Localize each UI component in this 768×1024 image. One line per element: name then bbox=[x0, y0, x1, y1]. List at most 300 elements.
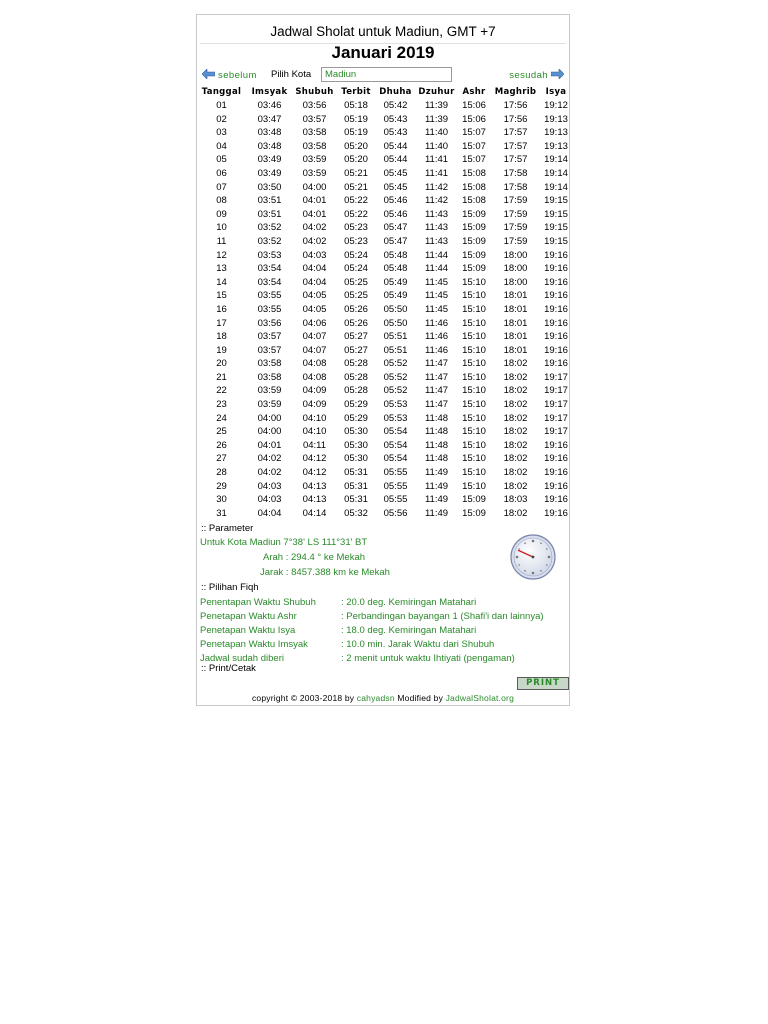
table-cell: 03:56 bbox=[257, 317, 282, 329]
table-cell: 19:17 bbox=[544, 371, 568, 383]
table-row bbox=[197, 330, 571, 344]
table-cell: 05:48 bbox=[383, 263, 408, 275]
table-cell: 11:43 bbox=[424, 222, 449, 234]
table-cell: 05:46 bbox=[383, 208, 408, 220]
table-cell: 05:49 bbox=[383, 276, 408, 288]
fiqh-row bbox=[200, 611, 566, 625]
table-body bbox=[197, 99, 571, 520]
table-cell: 11:47 bbox=[424, 358, 449, 370]
table-cell: 11:49 bbox=[424, 480, 449, 492]
table-cell: 03:47 bbox=[257, 113, 282, 125]
table-cell: 05:43 bbox=[383, 127, 408, 139]
table-cell: 03:52 bbox=[257, 222, 282, 234]
table-cell: 18:01 bbox=[503, 344, 528, 356]
table-cell: 05:56 bbox=[383, 507, 408, 519]
table-cell: 03:50 bbox=[257, 181, 282, 193]
table-cell: 31 bbox=[216, 507, 227, 519]
table-cell: 11:46 bbox=[424, 317, 449, 329]
table-cell: 04:04 bbox=[302, 263, 327, 275]
table-cell: 03:46 bbox=[257, 100, 282, 111]
table-cell: 19:15 bbox=[544, 195, 568, 207]
table-cell: 03:59 bbox=[257, 399, 282, 411]
compass-tick bbox=[518, 548, 520, 550]
table-cell: 19:16 bbox=[544, 290, 568, 302]
table-cell: 19:13 bbox=[544, 127, 568, 139]
table-cell: 04:12 bbox=[302, 467, 327, 479]
table-cell: 04:13 bbox=[302, 494, 327, 506]
table-cell: 04:03 bbox=[257, 494, 282, 506]
table-cell: 03:53 bbox=[257, 249, 282, 261]
table-cell: 19:13 bbox=[544, 113, 568, 125]
table-cell: 05:51 bbox=[383, 331, 408, 343]
table-cell: 19:17 bbox=[544, 399, 568, 411]
table-cell: 05:52 bbox=[383, 371, 408, 383]
table-cell: 17:57 bbox=[503, 140, 528, 152]
fiqh-value: : 20.0 deg. Kemiringan Matahari bbox=[341, 597, 477, 608]
table-cell: 07 bbox=[216, 181, 227, 193]
table-cell: 05:47 bbox=[383, 222, 408, 234]
table-cell: 11:44 bbox=[424, 263, 449, 275]
table-cell: 19:15 bbox=[544, 222, 568, 234]
table-cell: 19 bbox=[216, 344, 227, 356]
table-cell: 19:16 bbox=[544, 467, 568, 479]
table-cell: 04 bbox=[216, 140, 227, 152]
table-cell: 05:28 bbox=[344, 385, 368, 397]
table-cell: 18:02 bbox=[503, 412, 528, 424]
table-row bbox=[197, 439, 571, 453]
table-cell: 11:49 bbox=[424, 467, 449, 479]
table-cell: 18:00 bbox=[503, 263, 528, 275]
table-cell: 15:10 bbox=[462, 385, 486, 397]
table-cell: 11:47 bbox=[424, 371, 449, 383]
table-cell: 05:23 bbox=[344, 235, 368, 247]
table-cell: 19:15 bbox=[544, 208, 568, 220]
table-cell: 03:49 bbox=[257, 167, 282, 179]
table-cell: 05:30 bbox=[344, 426, 368, 438]
table-cell: 15:09 bbox=[462, 222, 486, 234]
table-row bbox=[197, 398, 571, 412]
table-cell: 04:06 bbox=[302, 317, 327, 329]
next-month-link[interactable] bbox=[509, 69, 564, 81]
table-cell: 05:27 bbox=[344, 344, 368, 356]
fiqh-label: Penetapan Waktu Ashr bbox=[200, 611, 297, 622]
table-cell: 15:09 bbox=[462, 494, 486, 506]
table-cell: 05:20 bbox=[344, 140, 368, 152]
table-cell: 05:29 bbox=[344, 412, 368, 424]
table-cell: 05:22 bbox=[344, 195, 368, 207]
table-cell: 15:09 bbox=[462, 507, 486, 519]
table-cell: 19:16 bbox=[544, 439, 568, 451]
table-cell: 18:02 bbox=[503, 453, 528, 465]
column-header: Dhuha bbox=[379, 87, 412, 97]
table-cell: 25 bbox=[216, 426, 227, 438]
table-cell: 05:21 bbox=[344, 181, 368, 193]
table-cell: 18:02 bbox=[503, 439, 528, 451]
table-cell: 18:00 bbox=[503, 249, 528, 261]
table-cell: 18:02 bbox=[503, 399, 528, 411]
table-cell: 03:58 bbox=[257, 358, 282, 370]
column-header: Isya bbox=[545, 87, 567, 97]
table-cell: 17 bbox=[216, 317, 227, 329]
table-row bbox=[197, 493, 571, 507]
parameter-section-label: :: Parameter bbox=[201, 523, 254, 534]
table-cell: 04:01 bbox=[302, 208, 327, 220]
table-cell: 11 bbox=[216, 235, 227, 247]
table-cell: 04:05 bbox=[302, 290, 327, 302]
table-cell: 11:46 bbox=[424, 344, 449, 356]
table-row bbox=[197, 344, 571, 358]
compass-tick bbox=[532, 540, 535, 543]
compass-tick bbox=[546, 548, 548, 550]
table-cell: 15:09 bbox=[462, 235, 486, 247]
table-cell: 18:02 bbox=[503, 358, 528, 370]
table-cell: 19:16 bbox=[544, 480, 568, 492]
table-cell: 17:58 bbox=[503, 167, 528, 179]
print-button[interactable]: PRINT bbox=[517, 677, 569, 690]
table-cell: 03:48 bbox=[257, 127, 282, 139]
table-cell: 17:59 bbox=[503, 222, 528, 234]
table-row bbox=[197, 194, 571, 208]
table-cell: 30 bbox=[216, 494, 227, 506]
table-cell: 15:10 bbox=[462, 331, 486, 343]
table-cell: 19:16 bbox=[544, 331, 568, 343]
table-cell: 18:03 bbox=[503, 494, 528, 506]
table-cell: 22 bbox=[216, 385, 227, 397]
table-cell: 05:23 bbox=[344, 222, 368, 234]
table-cell: 11:49 bbox=[424, 507, 449, 519]
table-cell: 03:48 bbox=[257, 140, 282, 152]
table-cell: 08 bbox=[216, 195, 227, 207]
table-cell: 04:00 bbox=[257, 426, 282, 438]
table-cell: 05:54 bbox=[383, 439, 408, 451]
table-cell: 04:02 bbox=[257, 467, 282, 479]
table-cell: 15:09 bbox=[462, 208, 486, 220]
table-cell: 11:48 bbox=[424, 426, 449, 438]
table-cell: 03:56 bbox=[302, 100, 327, 111]
fiqh-row bbox=[200, 597, 566, 611]
table-cell: 15:07 bbox=[462, 140, 486, 152]
table-cell: 14 bbox=[216, 276, 227, 288]
table-cell: 15:08 bbox=[462, 167, 486, 179]
table-cell: 11:45 bbox=[424, 276, 449, 288]
table-cell: 05:45 bbox=[383, 181, 408, 193]
table-row bbox=[197, 507, 571, 521]
fiqh-label: Penetapan Waktu Isya bbox=[200, 625, 296, 636]
table-row bbox=[197, 181, 571, 195]
table-cell: 03:55 bbox=[257, 303, 282, 315]
table-cell: 11:45 bbox=[424, 290, 449, 302]
table-row bbox=[197, 289, 571, 303]
table-cell: 05:31 bbox=[344, 467, 368, 479]
table-cell: 19:16 bbox=[544, 263, 568, 275]
table-cell: 18:02 bbox=[503, 371, 528, 383]
page-title: Jadwal Sholat untuk Madiun, GMT +7 bbox=[270, 24, 496, 39]
table-row bbox=[197, 317, 571, 331]
table-cell: 15:10 bbox=[462, 290, 486, 302]
table-cell: 19:16 bbox=[544, 276, 568, 288]
table-cell: 05:29 bbox=[344, 399, 368, 411]
table-cell: 03:57 bbox=[302, 113, 327, 125]
table-cell: 05:30 bbox=[344, 453, 368, 465]
table-cell: 15:10 bbox=[462, 439, 486, 451]
table-cell: 15:10 bbox=[462, 426, 486, 438]
table-cell: 03:52 bbox=[257, 235, 282, 247]
table-cell: 05:46 bbox=[383, 195, 408, 207]
table-cell: 18:02 bbox=[503, 426, 528, 438]
table-cell: 17:59 bbox=[503, 195, 528, 207]
table-row bbox=[197, 167, 571, 181]
table-cell: 03:59 bbox=[302, 154, 327, 166]
table-row bbox=[197, 262, 571, 276]
table-cell: 05:51 bbox=[383, 344, 408, 356]
table-cell: 11:42 bbox=[424, 195, 449, 207]
table-cell: 05:49 bbox=[383, 290, 408, 302]
table-cell: 03 bbox=[216, 127, 227, 139]
table-cell: 05:28 bbox=[344, 371, 368, 383]
table-cell: 11:49 bbox=[424, 494, 449, 506]
table-cell: 11:43 bbox=[424, 208, 449, 220]
table-cell: 03:58 bbox=[302, 127, 327, 139]
table-row bbox=[197, 357, 571, 371]
print-section-label: :: Print/Cetak bbox=[201, 663, 256, 674]
table-cell: 05:26 bbox=[344, 303, 368, 315]
table-cell: 15:10 bbox=[462, 412, 486, 424]
table-cell: 13 bbox=[216, 263, 227, 275]
table-row bbox=[197, 126, 571, 140]
table-cell: 15 bbox=[216, 290, 227, 302]
table-cell: 02 bbox=[216, 113, 227, 125]
table-cell: 11:41 bbox=[424, 167, 449, 179]
table-cell: 04:02 bbox=[302, 235, 327, 247]
table-cell: 05:31 bbox=[344, 480, 368, 492]
table-row bbox=[197, 425, 571, 439]
table-cell: 03:59 bbox=[302, 167, 327, 179]
fiqh-label: Jadwal sudah diberi bbox=[200, 653, 284, 664]
table-cell: 15:09 bbox=[462, 249, 486, 261]
table-cell: 15:10 bbox=[462, 371, 486, 383]
table-cell: 05:19 bbox=[344, 127, 368, 139]
author-link[interactable]: cahyadsn bbox=[356, 693, 395, 703]
table-cell: 04:03 bbox=[257, 480, 282, 492]
compass-tick bbox=[540, 542, 542, 544]
table-cell: 19:16 bbox=[544, 453, 568, 465]
table-cell: 17:59 bbox=[503, 208, 528, 220]
column-header: Imsyak bbox=[251, 87, 288, 97]
table-cell: 18:02 bbox=[503, 507, 528, 519]
table-cell: 04:08 bbox=[302, 358, 327, 370]
table-cell: 15:10 bbox=[462, 399, 486, 411]
table-cell: 18:01 bbox=[503, 331, 528, 343]
table-header-row bbox=[197, 85, 571, 99]
table-cell: 18:01 bbox=[503, 317, 528, 329]
table-cell: 04:11 bbox=[302, 439, 327, 451]
table-cell: 11:45 bbox=[424, 303, 449, 315]
fiqh-label: Penentapan Waktu Shubuh bbox=[200, 597, 316, 608]
table-cell: 06 bbox=[216, 167, 227, 179]
table-cell: 19:14 bbox=[544, 167, 568, 179]
table-cell: 15:06 bbox=[462, 113, 486, 125]
table-cell: 11:39 bbox=[424, 100, 449, 111]
table-cell: 04:10 bbox=[302, 412, 327, 424]
table-cell: 15:08 bbox=[462, 181, 486, 193]
table-cell: 15:09 bbox=[462, 263, 486, 275]
fiqh-value: : 10.0 min. Jarak Waktu dari Shubuh bbox=[341, 639, 495, 650]
city-input[interactable] bbox=[321, 67, 452, 82]
table-cell: 18:01 bbox=[503, 290, 528, 302]
table-row bbox=[197, 480, 571, 494]
table-cell: 11:48 bbox=[424, 453, 449, 465]
compass-tick bbox=[546, 564, 548, 566]
table-cell: 04:02 bbox=[302, 222, 327, 234]
table-cell: 01 bbox=[216, 100, 227, 111]
table-row bbox=[197, 384, 571, 398]
table-cell: 05:44 bbox=[383, 154, 408, 166]
table-cell: 17:56 bbox=[503, 113, 528, 125]
table-row bbox=[197, 235, 571, 249]
table-cell: 16 bbox=[216, 303, 227, 315]
table-cell: 11:39 bbox=[424, 113, 449, 125]
table-cell: 19:16 bbox=[544, 317, 568, 329]
fiqh-row bbox=[200, 639, 566, 653]
table-cell: 15:10 bbox=[462, 480, 486, 492]
table-row bbox=[197, 140, 571, 154]
table-cell: 18 bbox=[216, 331, 227, 343]
fiqh-label: Penetapan Waktu Imsyak bbox=[200, 639, 308, 650]
table-cell: 19:17 bbox=[544, 385, 568, 397]
previous-month-link[interactable] bbox=[202, 69, 257, 81]
table-cell: 05:24 bbox=[344, 249, 368, 261]
table-cell: 05:20 bbox=[344, 154, 368, 166]
site-link[interactable]: JadwalSholat.org bbox=[445, 693, 515, 703]
table-cell: 05:54 bbox=[383, 426, 408, 438]
distance-to-mecca: Jarak : 8457.388 km ke Mekah bbox=[260, 567, 390, 578]
compass-tick bbox=[548, 556, 551, 559]
table-cell: 04:08 bbox=[302, 371, 327, 383]
table-cell: 15:10 bbox=[462, 453, 486, 465]
table-cell: 15:10 bbox=[462, 467, 486, 479]
table-cell: 15:10 bbox=[462, 303, 486, 315]
table-cell: 03:54 bbox=[257, 263, 282, 275]
table-cell: 11:47 bbox=[424, 385, 449, 397]
table-cell: 19:13 bbox=[544, 140, 568, 152]
table-cell: 15:07 bbox=[462, 127, 486, 139]
table-cell: 04:07 bbox=[302, 331, 327, 343]
table-row bbox=[197, 452, 571, 466]
table-cell: 04:13 bbox=[302, 480, 327, 492]
column-header: Tanggal bbox=[201, 87, 242, 97]
previous-month-label: sebelum bbox=[218, 70, 257, 81]
table-cell: 04:00 bbox=[257, 412, 282, 424]
table-cell: 04:14 bbox=[302, 507, 327, 519]
table-cell: 04:04 bbox=[302, 276, 327, 288]
table-cell: 05:53 bbox=[383, 399, 408, 411]
table-cell: 24 bbox=[216, 412, 227, 424]
table-cell: 05:52 bbox=[383, 358, 408, 370]
table-cell: 03:51 bbox=[257, 195, 282, 207]
compass-tick bbox=[524, 542, 526, 544]
table-cell: 19:14 bbox=[544, 154, 568, 166]
column-header: Shubuh bbox=[295, 87, 334, 97]
table-cell: 11:48 bbox=[424, 412, 449, 424]
table-cell: 05:50 bbox=[383, 303, 408, 315]
table-row bbox=[197, 371, 571, 385]
table-cell: 09 bbox=[216, 208, 227, 220]
table-cell: 03:58 bbox=[302, 140, 327, 152]
table-cell: 11:46 bbox=[424, 331, 449, 343]
compass-tick bbox=[524, 570, 526, 572]
table-cell: 17:57 bbox=[503, 127, 528, 139]
table-cell: 19:16 bbox=[544, 494, 568, 506]
table-cell: 15:08 bbox=[462, 195, 486, 207]
navigation-bar bbox=[197, 67, 569, 85]
table-cell: 18:02 bbox=[503, 467, 528, 479]
table-cell: 05:22 bbox=[344, 208, 368, 220]
arrow-right-icon bbox=[551, 69, 564, 79]
table-cell: 05:30 bbox=[344, 439, 368, 451]
table-cell: 11:44 bbox=[424, 249, 449, 261]
table-cell: 05:26 bbox=[344, 317, 368, 329]
table-cell: 04:00 bbox=[302, 181, 327, 193]
table-cell: 05:47 bbox=[383, 235, 408, 247]
table-cell: 19:16 bbox=[544, 358, 568, 370]
table-row bbox=[197, 303, 571, 317]
table-row bbox=[197, 466, 571, 480]
table-cell: 21 bbox=[216, 371, 227, 383]
compass-tick bbox=[532, 572, 535, 575]
column-header: Terbit bbox=[341, 87, 371, 97]
table-cell: 17:56 bbox=[503, 100, 528, 111]
table-cell: 23 bbox=[216, 399, 227, 411]
city-label: Pilih Kota bbox=[271, 69, 312, 80]
compass-tick bbox=[518, 564, 520, 566]
table-cell: 12 bbox=[216, 249, 227, 261]
table-cell: 05:45 bbox=[383, 167, 408, 179]
table-cell: 04:09 bbox=[302, 399, 327, 411]
fiqh-value: : 2 menit untuk waktu Ihtiyati (pengaman) bbox=[341, 653, 515, 664]
table-cell: 04:10 bbox=[302, 426, 327, 438]
table-cell: 11:40 bbox=[424, 140, 449, 152]
table-cell: 05:53 bbox=[383, 412, 408, 424]
table-cell: 10 bbox=[216, 222, 227, 234]
table-cell: 05:43 bbox=[383, 113, 408, 125]
table-row bbox=[197, 113, 571, 127]
fiqh-value: : Perbandingan bayangan 1 (Shafi'i dan lainnya) bbox=[341, 611, 544, 622]
compass-tick bbox=[516, 556, 519, 559]
table-cell: 03:49 bbox=[257, 154, 282, 166]
table-cell: 04:12 bbox=[302, 453, 327, 465]
table-cell: 05:24 bbox=[344, 263, 368, 275]
table-cell: 15:10 bbox=[462, 344, 486, 356]
table-cell: 05:32 bbox=[344, 507, 368, 519]
table-cell: 05:50 bbox=[383, 317, 408, 329]
table-cell: 26 bbox=[216, 439, 227, 451]
table-cell: 18:01 bbox=[503, 303, 528, 315]
table-row bbox=[197, 412, 571, 426]
table-cell: 11:43 bbox=[424, 235, 449, 247]
table-cell: 05:25 bbox=[344, 276, 368, 288]
table-cell: 05:42 bbox=[383, 100, 408, 111]
table-cell: 19:14 bbox=[544, 181, 568, 193]
table-cell: 05:52 bbox=[383, 385, 408, 397]
table-row bbox=[197, 153, 571, 167]
table-cell: 04:04 bbox=[257, 507, 282, 519]
table-cell: 19:17 bbox=[544, 412, 568, 424]
table-cell: 03:59 bbox=[257, 385, 282, 397]
table-cell: 05:25 bbox=[344, 290, 368, 302]
table-cell: 05 bbox=[216, 154, 227, 166]
table-cell: 18:02 bbox=[503, 385, 528, 397]
table-cell: 19:16 bbox=[544, 507, 568, 519]
